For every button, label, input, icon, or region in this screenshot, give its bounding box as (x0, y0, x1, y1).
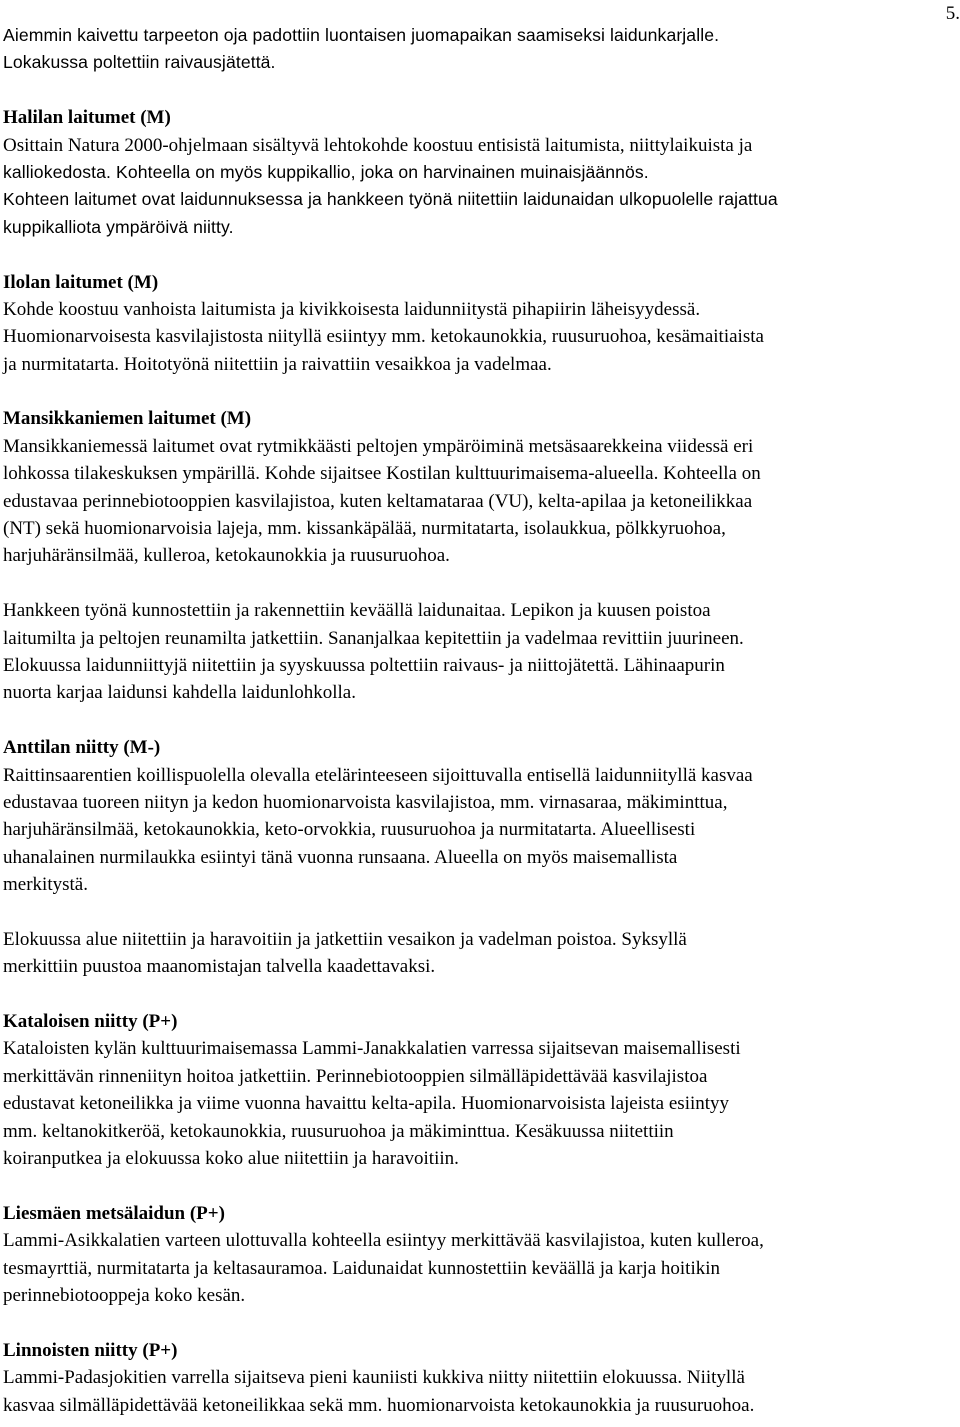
text-line: laitumilta ja peltojen reunamilta jatkettiin. Sananjalkaa kepitettiin ja vadelmaa revittiin juurineen. (3, 627, 744, 649)
text-line: Aiemmin kaivettu tarpeeton oja padottiin luontaisen juomapaikan saamiseksi laidunkarjalle. (3, 25, 720, 45)
text-line: koiranputkea ja elokuussa koko alue niitettiin ja haravoitiin. (3, 1148, 459, 1170)
text-line: Osittain Natura 2000-ohjelmaan sisältyvä lehtokohde koostuu entisistä laitumista, niittylaikuista ja (3, 134, 753, 156)
text-line: nuorta karjaa laidunsi kahdella laidunlohkolla. (3, 682, 356, 704)
text-line: Lokakussa poltettiin raivausjätettä. (3, 52, 276, 73)
text-line: Raittinsaarentien koillispuolella olevalla etelärinteeseen sijoittuvalla entisellä laidunniityllä kasvaa (3, 764, 753, 786)
text-line: kasvaa silmälläpidettävää ketoneilikkaa sekä mm. huomionarvoista ketokaunokkia ja ruusuruohoa. (3, 1394, 755, 1416)
section-linnoinen (3, 1337, 957, 1419)
section-kataloinen (3, 1008, 957, 1172)
text-line: Kohteen laitumet ovat laidunnuksessa ja hankkeen työnä niitettiin laidunaidan ulkopuolelle rajattua (3, 189, 778, 210)
text-line: perinnebiotooppeja koko kesän. (3, 1284, 246, 1306)
text-line: tesmayrttiä, nurmitatarta ja keltasauramoa. Laidunaidat kunnostettiin keväällä ja karja hoitikin (3, 1257, 720, 1279)
text-line: lohkossa tilakeskuksen ympärillä. Kohde sijaitsee Kostilan kulttuurimaisema-alueella. Kohteella on (3, 463, 761, 485)
text-line: Hankkeen työnä kunnostettiin ja rakennettiin keväällä laidunaitaa. Lepikon ja kuusen poistoa (3, 600, 711, 622)
section-heading: Halilan laitumet (M) (3, 107, 171, 129)
text-line: Elokuussa laidunniittyjä niitettiin ja syyskuussa poltettiin raivaus- ja niittojätettä. Lähinaapurin (3, 654, 725, 676)
text-line: edustavat ketoneilikka ja viime vuonna havaittu kelta-apila. Huomionarvoisista lajeista esiintyy (3, 1093, 730, 1115)
text-line: harjuhäränsilmää, ketokaunokkia, keto-orvokkia, ruusuruohoa ja nurmitatarta. Alueellisesti (3, 819, 696, 841)
text-line: Lammi-Asikkalatien varteen ulottuvalla kohteella esiintyy merkittävää kasvilajistoa, kuten kulleroa, (3, 1230, 764, 1252)
text-line: merkitystä. (3, 874, 88, 896)
text-line: edustavaa perinnebiotooppien kasvilajistoa, kuten keltamataraa (VU), kelta-apilaa ja ketoneilikkaa (3, 490, 753, 512)
section-mansikkaniemi (3, 405, 957, 706)
section-heading: Liesmäen metsälaidun (P+) (3, 1202, 225, 1224)
text-line: ja nurmitatarta. Hoitotyönä niitettiin ja raivattiin vesaikkoa ja vadelmaa. (3, 353, 552, 375)
text-line: Kataloisten kylän kulttuurimaisemassa Lammi-Janakkalatien varressa sijaitsevan maisemallisesti (3, 1038, 741, 1060)
section-heading: Linnoisten niitty (P+) (3, 1339, 178, 1361)
text-line: kalliokedosta. Kohteella on myös kuppikallio, joka on harvinainen muinaisjäännös. (3, 161, 649, 182)
section-heading: Anttilan niitty (M-) (3, 737, 161, 759)
text-line: edustavaa tuoreen niityn ja kedon huomionarvoista kasvilajistoa, mm. virnasaraa, mäkiminttua, (3, 791, 728, 813)
section-heading: Ilolan laitumet (M) (3, 271, 159, 293)
text-line: uhanalainen nurmilaukka esiintyi tänä vuonna runsaana. Alueella on myös maisemallista (3, 846, 678, 868)
intro-paragraph (3, 22, 957, 77)
page-number: 5. (945, 3, 960, 24)
text-line: kuppikalliota ympäröivä niitty. (3, 216, 234, 237)
text-line: Mansikkaniemessä laitumet ovat rytmikkäästi peltojen ympäröiminä metsäsaarekkeina viidessä eri (3, 435, 754, 457)
text-line: merkittävän rinneniityn hoitoa jatkettiin. Perinnebiotooppien silmälläpidettävää kasvilajistoa (3, 1065, 708, 1087)
text-line: Lammi-Padasjokitien varrella sijaitseva pieni kauniisti kukkiva niitty niitettiin elokuussa. Niityllä (3, 1367, 745, 1389)
section-heading: Mansikkaniemen laitumet (M) (3, 408, 252, 430)
text-line: Elokuussa alue niitettiin ja haravoitiin ja jatkettiin vesaikon ja vadelman poistoa. Syksyllä (3, 928, 687, 950)
section-heading: Kataloisen niitty (P+) (3, 1011, 178, 1033)
text-line: mm. keltanokitkeröä, ketokaunokkia, ruusuruohoa ja mäkiminttua. Kesäkuussa niitettiin (3, 1120, 674, 1142)
text-line: (NT) sekä huomionarvoisia lajeja, mm. kissankäpälää, nurmitatarta, isolaukkua, pölkkyruohoa, (3, 518, 726, 540)
section-liesmaki (3, 1200, 957, 1310)
document-body (3, 22, 957, 1419)
text-line: Huomionarvoisesta kasvilajistosta niityllä esiintyy mm. ketokaunokkia, ruusuruohoa, kesämaitiaista (3, 326, 764, 348)
text-line: harjuhäränsilmää, kulleroa, ketokaunokkia ja ruusuruohoa. (3, 545, 450, 567)
section-halila (3, 104, 957, 241)
section-anttila (3, 734, 957, 981)
text-line: Kohde koostuu vanhoista laitumista ja kivikkoisesta laidunniitystä pihapiirin läheisyydessä. (3, 298, 701, 320)
section-ilola (3, 269, 957, 379)
text-line: merkittiin puustoa maanomistajan talvella kaadettavaksi. (3, 956, 436, 978)
